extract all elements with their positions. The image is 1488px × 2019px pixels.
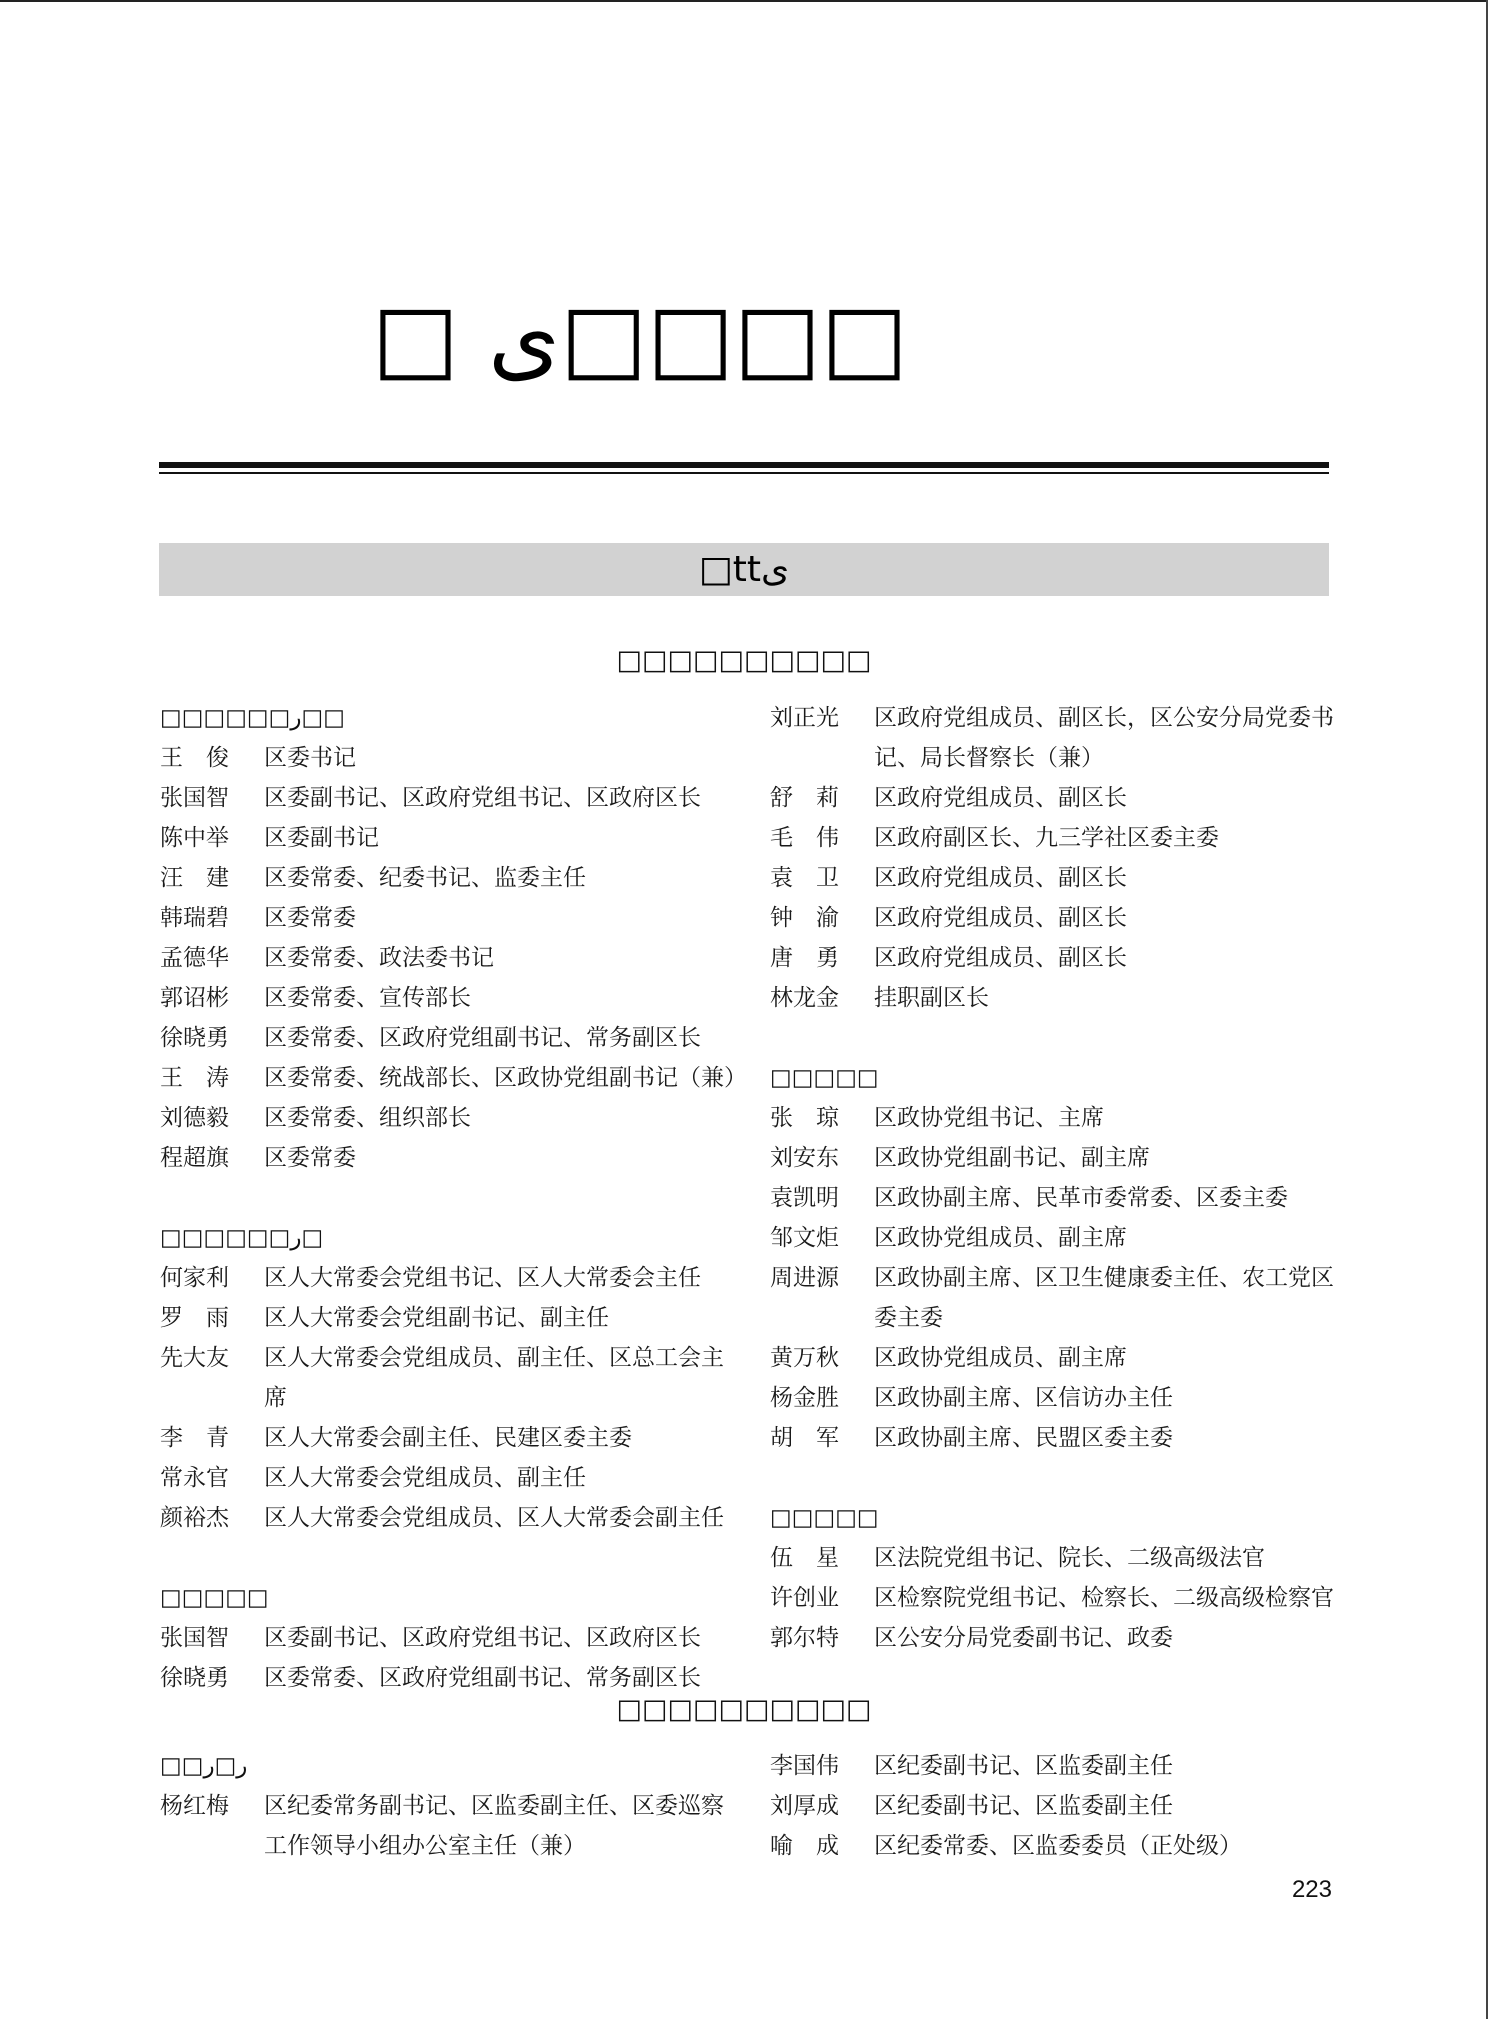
person-position: 区委副书记、区政府党组书记、区政府区长 <box>264 1625 701 1651</box>
person-position: 区纪委副书记、区监委副主任 <box>874 1753 1173 1779</box>
person-name: 汪 建 <box>160 865 229 891</box>
person-name: 许创业 <box>770 1585 839 1611</box>
person-position: 区政府副区长、九三学社区委主委 <box>874 825 1219 851</box>
person-row <box>160 1138 740 1178</box>
person-name: 郭尔特 <box>770 1625 839 1651</box>
left-column <box>160 698 747 1698</box>
person-row <box>160 1618 740 1658</box>
person-row <box>770 1218 1350 1258</box>
person-row <box>770 698 1350 778</box>
person-row <box>770 898 1350 938</box>
person-position: 挂职副区长 <box>874 985 989 1011</box>
person-row <box>160 778 740 818</box>
person-row <box>770 1178 1350 1218</box>
person-row <box>160 898 740 938</box>
person-row <box>160 1338 740 1418</box>
left-column-lower <box>160 1746 740 1866</box>
person-position: 区委副书记 <box>264 825 379 851</box>
person-position: 区人大常委会党组成员、区人大常委会副主任 <box>264 1505 724 1531</box>
person-position: 区纪委常委、区监委委员（正处级） <box>874 1833 1242 1859</box>
person-position: 区政府党组成员、副区长 <box>874 945 1127 971</box>
section-title-band <box>159 543 1329 596</box>
person-name: 钟 渝 <box>770 905 839 931</box>
person-name: 张国智 <box>160 1625 229 1651</box>
person-position: 区人大常委会党组成员、副主任、区总工会主席 <box>264 1345 724 1411</box>
person-position: 区人大常委会党组成员、副主任 <box>264 1465 586 1491</box>
group-title: □□□□□ <box>770 1065 879 1091</box>
person-position: 区政协党组副书记、副主席 <box>874 1145 1150 1171</box>
person-row <box>770 1578 1350 1618</box>
person-position: 区法院党组书记、院长、二级高级法官 <box>874 1545 1265 1571</box>
person-row <box>160 1298 740 1338</box>
person-row <box>160 738 740 778</box>
person-row <box>160 858 740 898</box>
person-name: 先大友 <box>160 1345 229 1371</box>
person-name: 唐 勇 <box>770 945 839 971</box>
person-name: 罗 雨 <box>160 1305 229 1331</box>
group-title: □□ر□ر <box>160 1753 248 1779</box>
person-row <box>770 1418 1350 1458</box>
person-row <box>770 938 1350 978</box>
person-name: 邹文炬 <box>770 1225 839 1251</box>
person-name: 伍 星 <box>770 1545 839 1571</box>
person-name: 王 涛 <box>160 1065 229 1091</box>
person-position: 区政协副主席、区信访办主任 <box>874 1385 1173 1411</box>
person-name: 刘德毅 <box>160 1105 229 1131</box>
person-row <box>770 1746 1350 1786</box>
right-column <box>770 698 1350 1658</box>
person-position: 区纪委常务副书记、区监委副主任、区委巡察工作领导小组办公室主任（兼） <box>264 1793 724 1859</box>
person-position: 区政协党组成员、副主席 <box>874 1225 1127 1251</box>
group-title: □□□□□□ر□ <box>160 1225 324 1251</box>
person-name: 韩瑞碧 <box>160 905 229 931</box>
person-position: 区政协党组书记、主席 <box>874 1105 1104 1131</box>
person-position: 区政协副主席、区卫生健康委主任、农工党区委主委 <box>874 1265 1334 1331</box>
person-name: 刘厚成 <box>770 1793 839 1819</box>
person-position: 区公安分局党委副书记、政委 <box>874 1625 1173 1651</box>
person-position: 区政协副主席、民盟区委主委 <box>874 1425 1173 1451</box>
person-position: 区政府党组成员、副区长，区公安分局党委书记、局长督察长（兼） <box>874 705 1334 771</box>
person-row <box>160 1258 740 1298</box>
person-position: 区政府党组成员、副区长 <box>874 785 1127 811</box>
person-row <box>770 1538 1350 1578</box>
person-position: 区委常委 <box>264 905 356 931</box>
chapter-title: □ ى□□□□ <box>372 284 908 391</box>
person-name: 舒 莉 <box>770 785 839 811</box>
group-spacer <box>160 1538 740 1578</box>
person-name: 颜裕杰 <box>160 1505 229 1531</box>
person-position: 区委常委、区政府党组副书记、常务副区长 <box>264 1025 701 1051</box>
person-row <box>770 978 1350 1018</box>
person-row <box>160 1458 740 1498</box>
person-row <box>770 1098 1350 1138</box>
top-border-line <box>0 0 1488 2</box>
person-position: 区委常委、区政府党组副书记、常务副区长 <box>264 1665 701 1691</box>
person-row <box>770 818 1350 858</box>
person-name: 李国伟 <box>770 1753 839 1779</box>
person-position: 区委常委、组织部长 <box>264 1105 471 1131</box>
person-position: 区检察院党组书记、检察长、二级高级检察官 <box>874 1585 1334 1611</box>
person-row <box>160 1018 740 1058</box>
person-position: 区委常委 <box>264 1145 356 1171</box>
page-number: 223 <box>1291 1876 1332 1903</box>
person-name: 张 琼 <box>770 1105 839 1131</box>
person-name: 胡 军 <box>770 1425 839 1451</box>
person-position: 区委常委、纪委书记、监委主任 <box>264 865 586 891</box>
person-name: 杨红梅 <box>160 1793 229 1819</box>
person-name: 常永官 <box>160 1465 229 1491</box>
person-name: 徐晓勇 <box>160 1025 229 1051</box>
person-position: 区委常委、宣传部长 <box>264 985 471 1011</box>
person-position: 区纪委副书记、区监委副主任 <box>874 1793 1173 1819</box>
person-name: 程超旗 <box>160 1145 229 1171</box>
person-name: 张国智 <box>160 785 229 811</box>
person-name: 杨金胜 <box>770 1385 839 1411</box>
person-name: 陈中举 <box>160 825 229 851</box>
person-row <box>160 938 740 978</box>
person-name: 徐晓勇 <box>160 1665 229 1691</box>
right-column-lower <box>770 1746 1350 1866</box>
title-rule-thin <box>159 472 1329 474</box>
person-row <box>770 1338 1350 1378</box>
person-row <box>160 1786 740 1866</box>
person-row <box>160 1098 740 1138</box>
group-spacer <box>770 1018 1350 1058</box>
person-name: 周进源 <box>770 1265 839 1291</box>
person-row <box>770 1258 1350 1338</box>
person-name: 黄万秋 <box>770 1345 839 1371</box>
person-position: 区人大常委会党组书记、区人大常委会主任 <box>264 1265 701 1291</box>
person-row <box>770 1786 1350 1826</box>
person-row <box>770 1618 1350 1658</box>
subheading-discipline: □□□□□□□□□□ <box>616 1694 872 1725</box>
person-name: 李 青 <box>160 1425 229 1451</box>
person-row <box>160 1498 740 1538</box>
group-spacer <box>770 1458 1350 1498</box>
person-row <box>160 1418 740 1458</box>
person-name: 刘正光 <box>770 705 839 731</box>
person-position: 区政府党组成员、副区长 <box>874 905 1127 931</box>
title-rule-thick <box>159 462 1329 468</box>
group-spacer <box>160 1178 740 1218</box>
person-row <box>770 1378 1350 1418</box>
person-name: 袁 卫 <box>770 865 839 891</box>
person-name: 王 俊 <box>160 745 229 771</box>
person-row <box>770 1826 1350 1866</box>
person-name: 孟德华 <box>160 945 229 971</box>
person-position: 区政协副主席、民革市委常委、区委主委 <box>874 1185 1288 1211</box>
section-title: □ttى <box>698 549 790 590</box>
person-position: 区委副书记、区政府党组书记、区政府区长 <box>264 785 701 811</box>
person-name: 刘安东 <box>770 1145 839 1171</box>
group-title: □□□□□ <box>160 1585 269 1611</box>
person-row <box>160 978 740 1018</box>
person-row <box>770 1138 1350 1178</box>
person-row <box>160 1058 747 1098</box>
subheading-leaders: □□□□□□□□□□ <box>616 645 872 676</box>
group-title: □□□□□ <box>770 1505 879 1531</box>
person-name: 袁凯明 <box>770 1185 839 1211</box>
person-row <box>770 778 1350 818</box>
person-name: 毛 伟 <box>770 825 839 851</box>
person-position: 区委常委、政法委书记 <box>264 945 494 971</box>
person-position: 区人大常委会副主任、民建区委主委 <box>264 1425 632 1451</box>
group-title: □□□□□□ر□□ <box>160 705 345 731</box>
person-row <box>770 858 1350 898</box>
person-position: 区政协党组成员、副主席 <box>874 1345 1127 1371</box>
person-row <box>160 818 740 858</box>
person-position: 区政府党组成员、副区长 <box>874 865 1127 891</box>
person-name: 喻 成 <box>770 1833 839 1859</box>
person-name: 郭诏彬 <box>160 985 229 1011</box>
person-position: 区人大常委会党组副书记、副主任 <box>264 1305 609 1331</box>
person-name: 林龙金 <box>770 985 839 1011</box>
person-position: 区委常委、统战部长、区政协党组副书记（兼） <box>264 1065 747 1091</box>
person-name: 何家利 <box>160 1265 229 1291</box>
person-position: 区委书记 <box>264 745 356 771</box>
